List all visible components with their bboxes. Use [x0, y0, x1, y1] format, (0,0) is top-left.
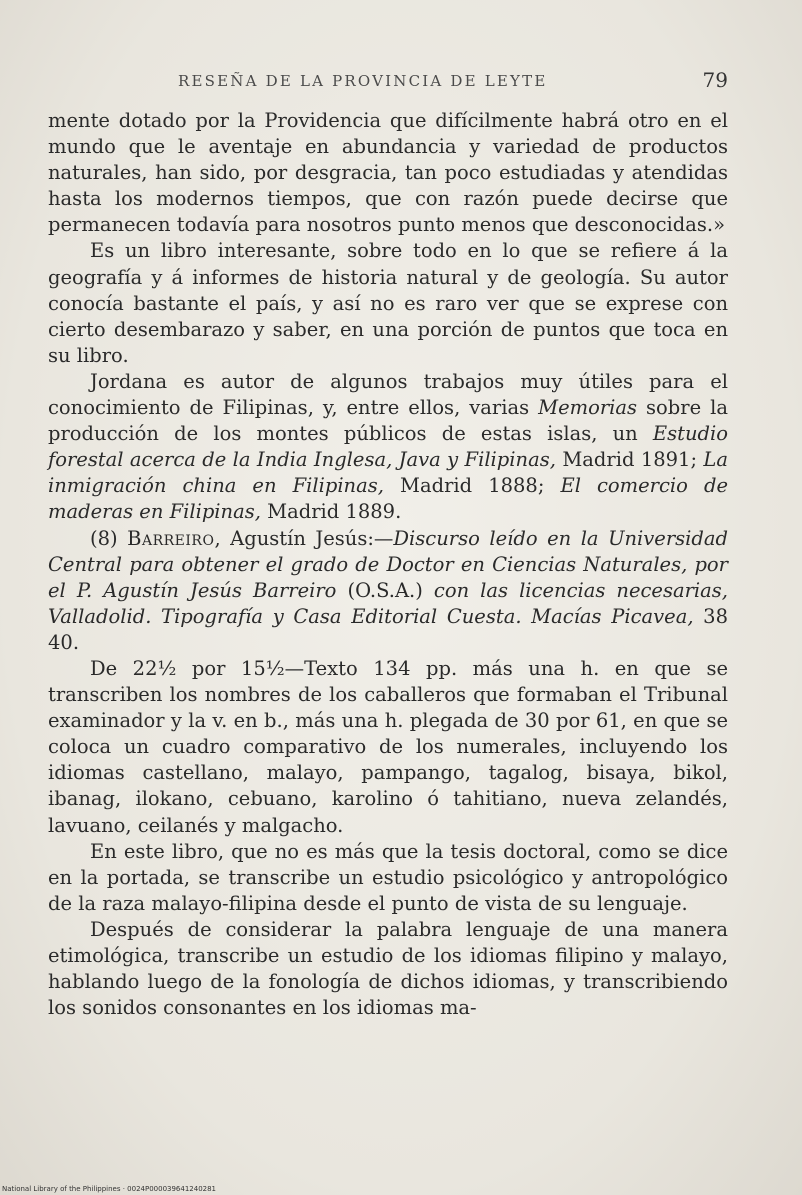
- paragraph: [48, 238, 728, 368]
- paragraph: [48, 656, 728, 839]
- paragraph: [48, 526, 728, 656]
- text-run: De 22½ por 15½—Texto 134 pp. más una h. en que se transcriben los nombres de los caballeros que formaban el Tribunal examinador y la v. en b., más una h. plegada de 30 por 61, en que se coloca un cuadro comparativo de los numerales, incluyendo los idiomas castellano, malayo, pampango, tagalog, bisaya, bikol, ibanag, ilokano, cebuano, karolino ó tahitiano, nueva zelandés, lavuano, ceilanés y malgacho.: [48, 656, 728, 837]
- text-run: Madrid 1891;: [555, 448, 704, 472]
- smallcaps-run: Barreiro: [127, 526, 215, 550]
- body-text: [48, 108, 728, 1021]
- page-number: 79: [702, 68, 728, 92]
- text-run: Madrid 1889.: [260, 500, 402, 524]
- italic-run: Discurso leído en la Universidad Central para obtener el grado de Doctor en Ciencias Naturales, por el P. Agustín Jesús Barreiro: [48, 526, 729, 602]
- paragraph: [48, 369, 728, 526]
- library-stamp: National Library of the Philippines · 0024P000039641240281: [2, 1185, 217, 1193]
- text-run: Es un libro interesante, sobre todo en lo que se refiere á la geografía y á informes de historia natural y de geología. Su autor conocía bastante el país, y así no es raro ver que se exprese con cierto desembarazo y saber, en una porción de puntos que toca en su libro.: [48, 239, 728, 367]
- text-run: mente dotado por la Providencia que difícilmente habrá otro en el mundo que le aventaje en abundancia y variedad de productos naturales, han sido, por desgracia, tan poco estudiadas y atendidas hasta los modernos tiempos, que con razón puede decirse que permanecen todavía para nosotros punto menos que desconocidas.»: [48, 109, 728, 237]
- text-run: (O.S.A.): [336, 578, 434, 602]
- text-run: En este libro, que no es más que la tesis doctoral, como se dice en la portada, se transcribe un estudio psicológico y antropológico de la raza malayo-filipina desde el punto de vista de su lenguaje.: [48, 839, 728, 915]
- paragraph: [48, 108, 728, 238]
- text-run: sobre la producción de los montes públicos de estas islas, un: [48, 396, 728, 446]
- page-header: [48, 66, 728, 96]
- italic-run: La inmigración china en Filipinas,: [48, 448, 728, 498]
- italic-run: Estudio forestal acerca de la India Inglesa, Java y Filipinas,: [48, 422, 728, 472]
- paragraph: [48, 917, 728, 1021]
- text-run: 38 40.: [48, 604, 728, 654]
- text-run: Después de considerar la palabra lenguaje de una manera etimológica, transcribe un estudio de los idiomas filipino y malayo, hablando luego de la fonología de dichos idiomas, y transcribiendo los sonidos consonantes en los idiomas ma-: [48, 917, 728, 1020]
- italic-run: Memorias: [538, 396, 638, 420]
- text-run: Jordana es autor de algunos trabajos muy útiles para el conocimiento de Filipinas, y, entre ellos, varias: [48, 369, 728, 420]
- paragraph: [48, 839, 728, 917]
- text-run: Madrid 1888;: [383, 474, 561, 498]
- text-run: (8): [90, 526, 128, 550]
- running-head: RESEÑA DE LA PROVINCIA DE LEYTE: [178, 72, 548, 90]
- italic-run: con las licencias necesarias, Valladolid. Tipografía y Casa Editorial Cuesta. Macías Picavea,: [48, 578, 728, 628]
- italic-run: El comercio de maderas en Filipinas,: [48, 474, 728, 524]
- text-run: , Agustín Jesús:—: [214, 526, 394, 550]
